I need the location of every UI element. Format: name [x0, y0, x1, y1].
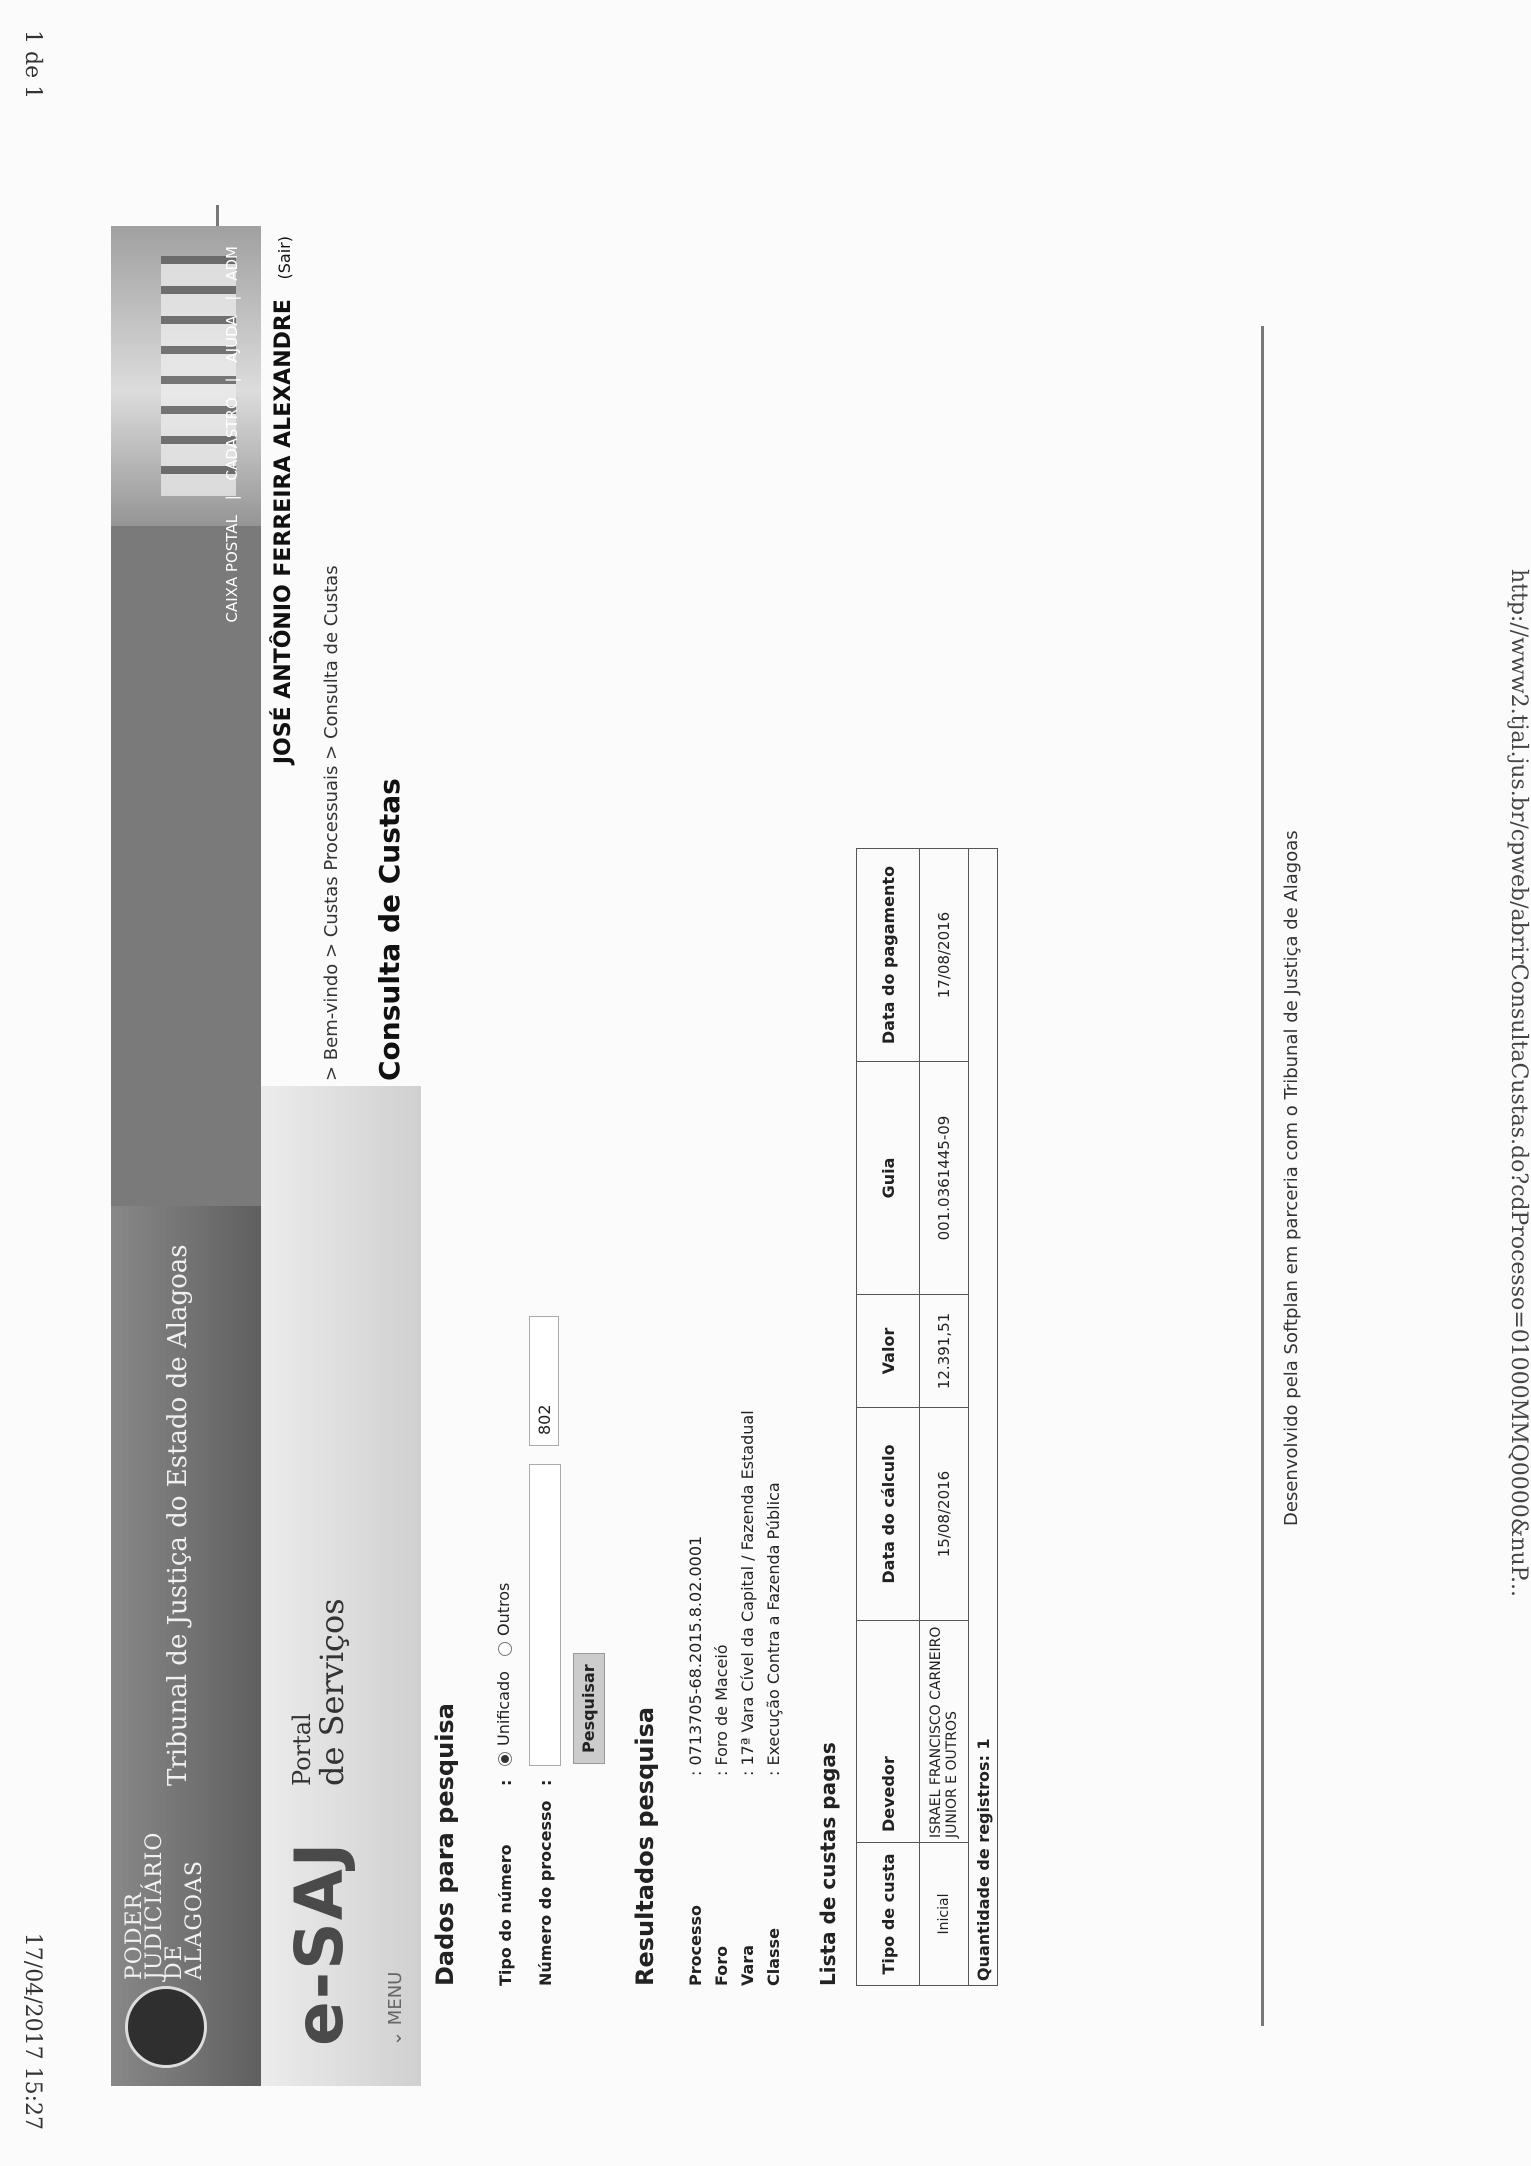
table-row: [920, 849, 969, 1986]
opt-unificado: Unificado: [494, 1671, 513, 1746]
results-section-title: Resultados pesquisa: [631, 1706, 659, 1986]
esaj-logo-bar: [261, 1086, 421, 2086]
nav-ajuda[interactable]: AJUDA: [223, 315, 241, 363]
process-suffix-input[interactable]: 802: [529, 1316, 559, 1446]
footer-divider: [1261, 326, 1264, 2026]
page-content: [1, 0, 1531, 2166]
nav-caixa-postal[interactable]: CAIXA POSTAL: [223, 515, 241, 623]
results-list: [686, 1410, 790, 1986]
court-strip: [111, 1206, 261, 2086]
court-seal-icon: [125, 1986, 207, 2068]
costs-section-title: Lista de custas pagas: [816, 1742, 840, 1986]
page-number: 1 de 1: [20, 30, 45, 100]
portal-label: [287, 1598, 351, 1786]
print-url: http://www2.tjal.jus.br/cpweb/abrirConsultaCustas.do?cdProcesso=01000MMQ0000&nuP...: [1506, 569, 1531, 1597]
col-data-calculo: Data do cálculo: [857, 1408, 920, 1621]
cell-devedor: ISRAEL FRANCISCO CARNEIRO JUNIOR E OUTROS: [920, 1621, 969, 1843]
result-row: [738, 1410, 764, 1986]
logout-link[interactable]: (Sair): [275, 236, 294, 280]
user-area: [271, 236, 296, 764]
table-footer-row: [969, 849, 998, 1986]
footer-text: Desenvolvido pela Softplan em parceria com o Tribunal de Justiça de Alagoas: [1281, 830, 1302, 1526]
nav-separator: |: [223, 295, 241, 301]
user-name: JOSÉ ANTÔNIO FERREIRA ALEXANDRE: [271, 299, 296, 765]
col-guia: Guia: [857, 1062, 920, 1295]
table-header-row: [857, 849, 920, 1986]
result-value: : 0713705-68.2015.8.02.0001: [686, 1535, 705, 1776]
col-devedor: Devedor: [857, 1621, 920, 1843]
breadcrumb: > Bem-vindo > Custas Processuais > Consulta de Custas: [321, 565, 342, 1081]
result-label: Processo: [686, 1905, 705, 1986]
court-short-name: PODER JUDICIÁRIO DE ALAGOAS: [122, 1831, 207, 1980]
costs-table: [856, 848, 998, 1986]
web-page: [111, 226, 1391, 2086]
nav-separator: |: [223, 495, 241, 501]
result-row: [764, 1410, 790, 1986]
result-value: : 17ª Vara Cível da Capital / Fazenda Estadual: [738, 1410, 757, 1776]
menu-label: MENU: [385, 1971, 406, 2026]
nav-adm[interactable]: ADM: [223, 246, 241, 281]
col-valor: Valor: [857, 1295, 920, 1408]
nav-separator: |: [223, 377, 241, 383]
process-number-input[interactable]: [529, 1464, 561, 1766]
top-nav: [223, 246, 241, 623]
portal-bottom: de Serviços: [313, 1598, 351, 1786]
cell-data-calculo: 15/08/2016: [920, 1408, 969, 1621]
cell-valor: 12.391,51: [920, 1295, 969, 1408]
cell-guia: 001.0361445-09: [920, 1062, 969, 1295]
portal-top: Portal: [288, 1713, 316, 1786]
result-label: Classe: [764, 1928, 783, 1986]
print-timestamp: 17/04/2017 15:27: [20, 1932, 45, 2130]
result-row: [686, 1410, 712, 1986]
header-banner: [111, 226, 261, 2086]
result-row: [712, 1410, 738, 1986]
opt-outros: Outros: [494, 1582, 513, 1636]
search-button[interactable]: Pesquisar: [573, 1653, 605, 1764]
radio-unificado[interactable]: [498, 1752, 512, 1766]
cell-tipo: Inicial: [920, 1843, 969, 1986]
result-label: Foro: [712, 1945, 731, 1986]
result-value: : Foro de Maceió: [712, 1644, 731, 1776]
numero-label: Número do processo: [536, 1800, 555, 1986]
search-section-title: Dados para pesquisa: [431, 1703, 459, 1986]
esaj-logo: e-SAJ: [281, 1840, 358, 2046]
result-label: Vara: [738, 1945, 757, 1986]
chevron-down-icon: ⌄: [385, 2025, 406, 2046]
numero-colon: :: [536, 1779, 555, 1786]
tipo-options: [494, 1583, 513, 1766]
records-count: Quantidade de registros: 1: [969, 849, 998, 1986]
cell-data-pagamento: 17/08/2016: [920, 849, 969, 1062]
tipo-label: Tipo do número: [496, 1844, 515, 1986]
tipo-colon: :: [496, 1779, 515, 1786]
page-title: Consulta de Custas: [373, 778, 406, 1081]
nav-cadastro[interactable]: CADASTRO: [223, 397, 241, 481]
result-value: : Execução Contra a Fazenda Pública: [764, 1482, 783, 1776]
radio-outros[interactable]: [498, 1642, 512, 1656]
col-tipo: Tipo de custa: [857, 1843, 920, 1986]
court-full-name: Tribunal de Justiça do Estado de Alagoas: [163, 1244, 193, 1786]
menu-toggle[interactable]: [385, 1972, 406, 2046]
col-data-pagamento: Data do pagamento: [857, 849, 920, 1062]
